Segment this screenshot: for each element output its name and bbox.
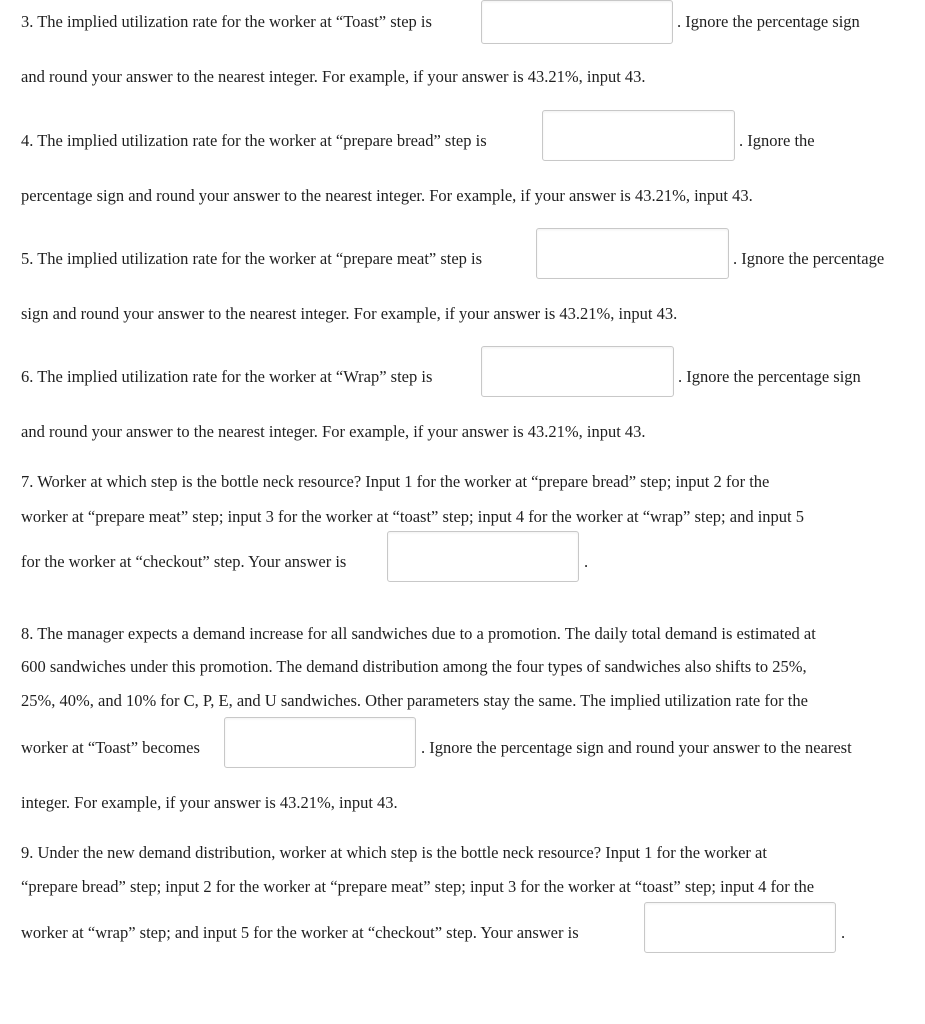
q9-prompt: worker at “wrap” step; and input 5 for the worker at “checkout” step. Your answer is: [21, 923, 579, 942]
q5-instruction: . Ignore the percentage: [733, 249, 885, 268]
q9-text-line2: “prepare bread” step; input 2 for the worker at “prepare meat” step; input 3 for the worker at “toast” step; input 4 for the: [21, 877, 815, 896]
q7-prompt: for the worker at “checkout” step. Your answer is: [21, 552, 347, 571]
q9-period: .: [841, 923, 846, 942]
q7-period: .: [584, 552, 589, 571]
q8-answer-input[interactable]: [224, 717, 416, 768]
q8-text-line2: 600 sandwiches under this promotion. The demand distribution among the four types of sandwiches also shifts to 25%,: [21, 657, 807, 676]
q3-instruction: . Ignore the percentage sign: [677, 12, 860, 31]
q7-text-line1: 7. Worker at which step is the bottle neck resource? Input 1 for the worker at “prepare bread” step; input 2 for the: [21, 472, 770, 491]
q4-prompt: 4. The implied utilization rate for the worker at “prepare bread” step is: [21, 131, 487, 150]
q3-answer-input[interactable]: [481, 0, 673, 44]
q7-answer-input[interactable]: [387, 531, 579, 582]
q6-instruction: . Ignore the percentage sign: [678, 367, 861, 386]
q8-text-line1: 8. The manager expects a demand increase for all sandwiches due to a promotion. The daily total demand is estimated at: [21, 624, 816, 643]
q5-answer-input[interactable]: [536, 228, 729, 279]
q5-rounding-note: sign and round your answer to the nearest integer. For example, if your answer is 43.21%, input 43.: [21, 304, 678, 323]
q8-prompt: worker at “Toast” becomes: [21, 738, 200, 757]
q4-answer-input[interactable]: [542, 110, 735, 161]
q3-rounding-note: and round your answer to the nearest integer. For example, if your answer is 43.21%, input 43.: [21, 67, 646, 86]
q6-prompt: 6. The implied utilization rate for the worker at “Wrap” step is: [21, 367, 433, 386]
q4-instruction: . Ignore the: [739, 131, 815, 150]
q7-text-line2: worker at “prepare meat” step; input 3 for the worker at “toast” step; input 4 for the worker at “wrap” step; and input 5: [21, 507, 805, 526]
q8-rounding-note: integer. For example, if your answer is 43.21%, input 43.: [21, 793, 398, 812]
q9-answer-input[interactable]: [644, 902, 836, 953]
q8-text-line3: 25%, 40%, and 10% for C, P, E, and U sandwiches. Other parameters stay the same. The implied utilization rate for the: [21, 691, 808, 710]
q6-rounding-note: and round your answer to the nearest integer. For example, if your answer is 43.21%, input 43.: [21, 422, 646, 441]
q6-answer-input[interactable]: [481, 346, 674, 397]
q3-prompt: 3. The implied utilization rate for the worker at “Toast” step is: [21, 12, 432, 31]
q4-rounding-note: percentage sign and round your answer to the nearest integer. For example, if your answer is 43.21%, input 43.: [21, 186, 753, 205]
q5-prompt: 5. The implied utilization rate for the worker at “prepare meat” step is: [21, 249, 483, 268]
q9-text-line1: 9. Under the new demand distribution, worker at which step is the bottle neck resource? Input 1 for the worker at: [21, 843, 767, 862]
q8-instruction: . Ignore the percentage sign and round your answer to the nearest: [421, 738, 852, 757]
